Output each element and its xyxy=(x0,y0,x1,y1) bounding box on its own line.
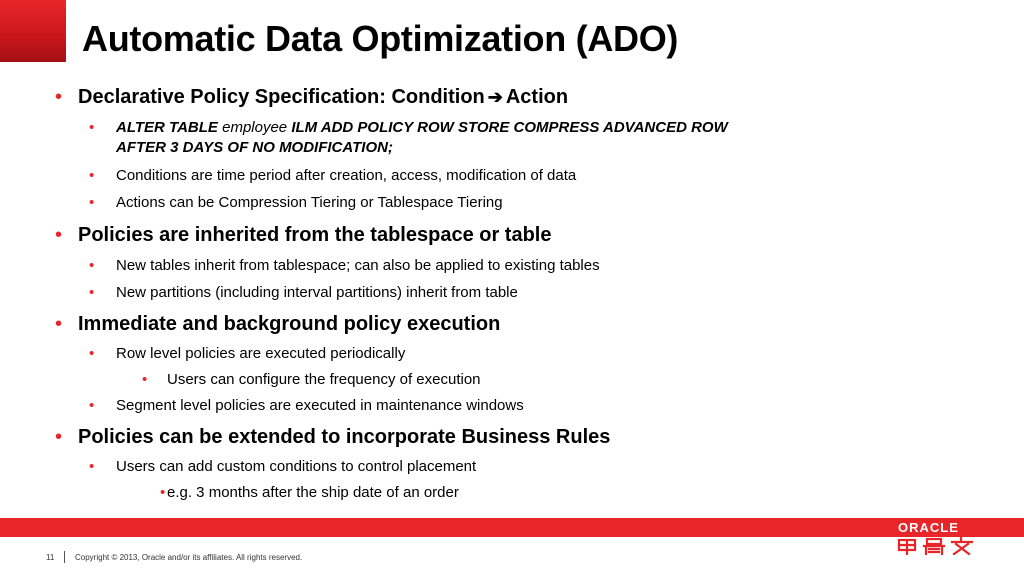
code-keyword: ALTER TABLE xyxy=(116,119,218,136)
bullet-marker: • xyxy=(55,224,63,246)
bullet-example-ship-date: e.g. 3 months after the ship date of an order xyxy=(167,484,459,501)
bullet-segment-level: Segment level policies are executed in maintenance windows xyxy=(116,397,524,414)
bullet-configure-frequency: Users can configure the frequency of execution xyxy=(167,371,481,388)
bullet-custom-conditions: Users can add custom conditions to control placement xyxy=(116,458,477,475)
footer-red-band xyxy=(0,518,1024,537)
bullet-immediate-execution: Immediate and background policy execution xyxy=(78,313,501,335)
bullet-marker: • xyxy=(55,426,63,448)
bullet-policies-inherited: Policies are inherited from the tablespace or table xyxy=(78,224,552,246)
oracle-wordmark: ORACLE xyxy=(898,520,959,535)
copyright-text: Copyright © 2013, Oracle and/or its affiliates. All rights reserved. xyxy=(75,553,303,562)
bullet-marker: • xyxy=(55,86,63,108)
bullet-business-rules: Policies can be extended to incorporate Business Rules xyxy=(78,426,611,448)
bullet-text: Action xyxy=(505,86,569,108)
arrow-right-icon: ➔ xyxy=(487,87,503,107)
bullet-marker: • xyxy=(55,313,63,335)
corner-accent-block xyxy=(0,0,66,62)
bullet-marker: • xyxy=(89,345,95,362)
code-table-name: employee xyxy=(222,119,288,136)
footer-divider xyxy=(64,551,65,563)
bullet-marker: • xyxy=(89,194,95,211)
bullet-marker: • xyxy=(89,257,95,274)
bullet-row-level: Row level policies are executed periodically xyxy=(116,345,406,362)
bullet-marker: • xyxy=(142,371,148,388)
bullet-alter-table-continuation: AFTER 3 DAYS OF NO MODIFICATION; xyxy=(116,139,393,156)
bullet-conditions: Conditions are time period after creation, access, modification of data xyxy=(116,167,577,184)
bullet-declarative-policy xyxy=(78,86,568,109)
page-number: 11 xyxy=(46,553,55,562)
oracle-chinese-wordmark xyxy=(896,537,976,555)
bullet-marker: • xyxy=(160,484,166,501)
oracle-logo xyxy=(896,520,976,556)
bullet-text: Declarative Policy Specification: Condition xyxy=(78,86,485,108)
slide-title: Automatic Data Optimization (ADO) xyxy=(82,18,679,59)
bullet-new-tables: New tables inherit from tablespace; can also be applied to existing tables xyxy=(116,257,600,274)
bullet-marker: • xyxy=(89,284,95,301)
bullet-marker: • xyxy=(89,167,95,184)
bullet-alter-table-example xyxy=(116,119,728,136)
bullet-actions: Actions can be Compression Tiering or Tablespace Tiering xyxy=(116,194,503,211)
bullet-marker: • xyxy=(89,458,95,475)
bullet-marker: • xyxy=(89,119,95,136)
code-keyword: ILM ADD POLICY ROW STORE COMPRESS ADVANCED ROW xyxy=(291,119,728,136)
bullet-new-partitions: New partitions (including interval partitions) inherit from table xyxy=(116,284,518,301)
bullet-marker: • xyxy=(89,397,95,414)
